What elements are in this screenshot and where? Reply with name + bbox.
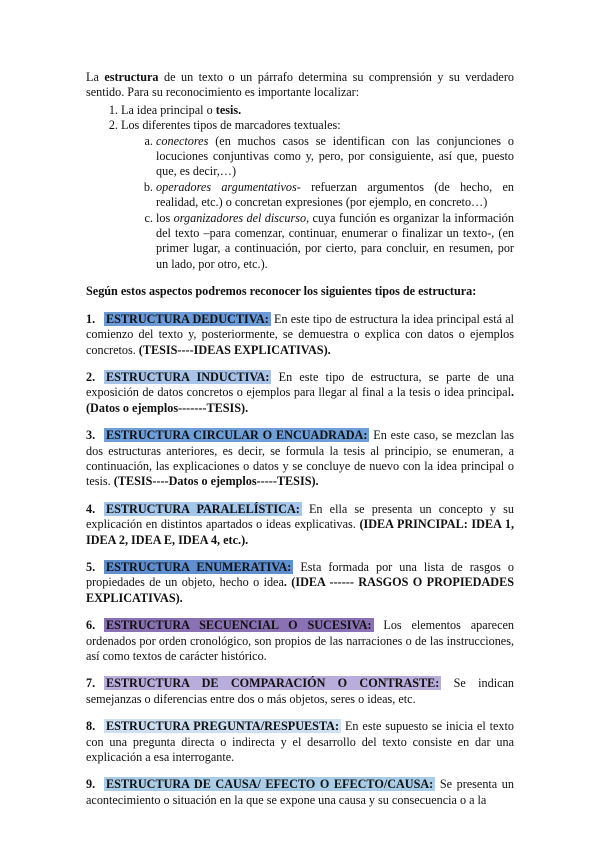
localize-list <box>86 103 514 272</box>
structure-item <box>86 502 514 548</box>
structure-number: 9. <box>86 777 96 792</box>
structure-formula: . (Datos o ejemplos-------TESIS). <box>86 385 514 415</box>
marker-types-list <box>121 134 514 273</box>
structure-number: 3. <box>86 428 96 443</box>
structure-title: ESTRUCTURA ENUMERATIVA: <box>106 559 292 574</box>
structure-title: ESTRUCTURA DEDUCTIVA: <box>106 311 269 326</box>
structure-description: Esta formada por una lista de rasgos o propiedades de un objeto, hecho o idea <box>86 559 514 590</box>
section-title: Según estos aspectos podremos reconocer los siguientes tipos de estructura: <box>86 284 477 299</box>
structure-item <box>86 618 514 664</box>
italic-term: organizadores del discurso <box>173 210 307 225</box>
structure-list <box>86 312 514 809</box>
intro-bold-word: estructura <box>104 70 159 84</box>
list-item-text: Los diferentes tipos de marcadores textuales: <box>121 118 341 133</box>
italic-term: operadores argumentativos- <box>156 179 301 194</box>
structure-number: 2. <box>86 369 96 384</box>
sub-item-text: (en muchos casos se identifican con las conjunciones o locuciones conjuntivas como y, pero, por consiguiente, así que, puesto que, es decir,…) <box>156 133 514 179</box>
structure-number: 4. <box>86 501 96 516</box>
intro-paragraph <box>86 70 514 101</box>
structure-title: ESTRUCTURA SECUENCIAL O SUCESIVA: <box>106 618 372 633</box>
sub-list-item <box>156 180 514 211</box>
structure-number: 6. <box>86 618 96 633</box>
structure-title: ESTRUCTURA DE COMPARACIÓN O CONTRASTE: <box>106 676 440 691</box>
structure-item <box>86 560 514 606</box>
sub-item-text: refuerzan argumentos (de hecho, en realidad, etc.) o concretan expresiones (por ejemplo, en concreto…) <box>156 179 515 210</box>
list-item <box>121 118 514 272</box>
structure-title: ESTRUCTURA CIRCULAR O ENCUADRADA: <box>106 428 368 443</box>
structure-description: Se presenta un acontecimiento o situación en la que se expone una causa y su consecuencia o a la <box>86 777 514 807</box>
structure-description: En este supuesto se inicia el texto con una pregunta directa o indirecta y el desarrollo del texto consiste en dar una explicación a esa interrogante. <box>86 719 515 765</box>
structure-description: Se indican semejanzas o diferencias entre dos o más objetos, seres o ideas, etc. <box>86 676 514 706</box>
structure-title: ESTRUCTURA PREGUNTA/RESPUESTA: <box>106 719 340 734</box>
structure-title: ESTRUCTURA DE CAUSA/ EFECTO O EFECTO/CAUSA: <box>106 777 434 792</box>
sub-item-pre: los <box>156 210 171 225</box>
structure-number: 7. <box>86 676 96 691</box>
structure-item <box>86 312 514 358</box>
sub-item-text: , cuya función es organizar la información del texto –para comenzar, continuar, enumerar o finalizar un texto-, (en primer lugar, a continuación, por cierto, para concluir, en resumen, por un lado, por otro, etc.). <box>156 210 514 271</box>
structure-description: Los elementos aparecen ordenados por orden cronológico, son propios de las narraciones o de las instrucciones, así como textos de carácter histórico. <box>86 618 514 663</box>
sub-list-item <box>156 211 514 273</box>
intro-text-start: La <box>86 70 99 84</box>
structure-formula: (TESIS----IDEAS EXPLICATIVAS). <box>138 342 331 357</box>
structure-number: 8. <box>86 719 96 734</box>
list-item-bold: tesis. <box>215 102 242 117</box>
list-item-text: La idea principal o <box>121 102 213 117</box>
structure-item <box>86 370 514 416</box>
structure-item <box>86 676 514 707</box>
structure-title: ESTRUCTURA INDUCTIVA: <box>106 369 270 384</box>
structure-description: En ella se presenta un concepto y su explicación en distintos apartados o ideas explicativas. <box>86 501 515 532</box>
structure-formula: (TESIS----Datos o ejemplos-----TESIS). <box>113 474 319 489</box>
structure-number: 1. <box>86 311 96 326</box>
structure-description: En este tipo de estructura la idea principal está al comienzo del texto y, posteriormente, se demuestra o explica con datos o ejemplos concretos. <box>86 311 514 357</box>
list-item <box>121 103 514 118</box>
structure-item <box>86 428 514 490</box>
structure-formula: . (IDEA ------ RASGOS O PROPIEDADES EXPLICATIVAS). <box>86 575 514 605</box>
structure-item <box>86 777 514 808</box>
sub-list-item <box>156 134 514 180</box>
structure-item <box>86 719 514 765</box>
structure-number: 5. <box>86 559 96 574</box>
structure-formula: (IDEA PRINCIPAL: IDEA 1, IDEA 2, IDEA E, IDEA 4, etc.). <box>86 517 514 547</box>
structure-description: En este caso, se mezclan las dos estructuras anteriores, es decir, se formula la tesis al principio, se enumeran, a continuación, las explicaciones o datos y se concluye de nuevo con la idea principal o tesis. <box>86 428 514 489</box>
structure-description: En este tipo de estructura, se parte de una exposición de datos concretos o ejemplos para llegar al final a la tesis o idea principal <box>86 369 515 400</box>
intro-text-rest: de un texto o un párrafo determina su comprensión y su verdadero sentido. Para su reconocimiento es importante localizar: <box>86 70 514 100</box>
structure-title: ESTRUCTURA PARALELÍSTICA: <box>106 501 300 516</box>
italic-term: conectores <box>156 133 209 148</box>
